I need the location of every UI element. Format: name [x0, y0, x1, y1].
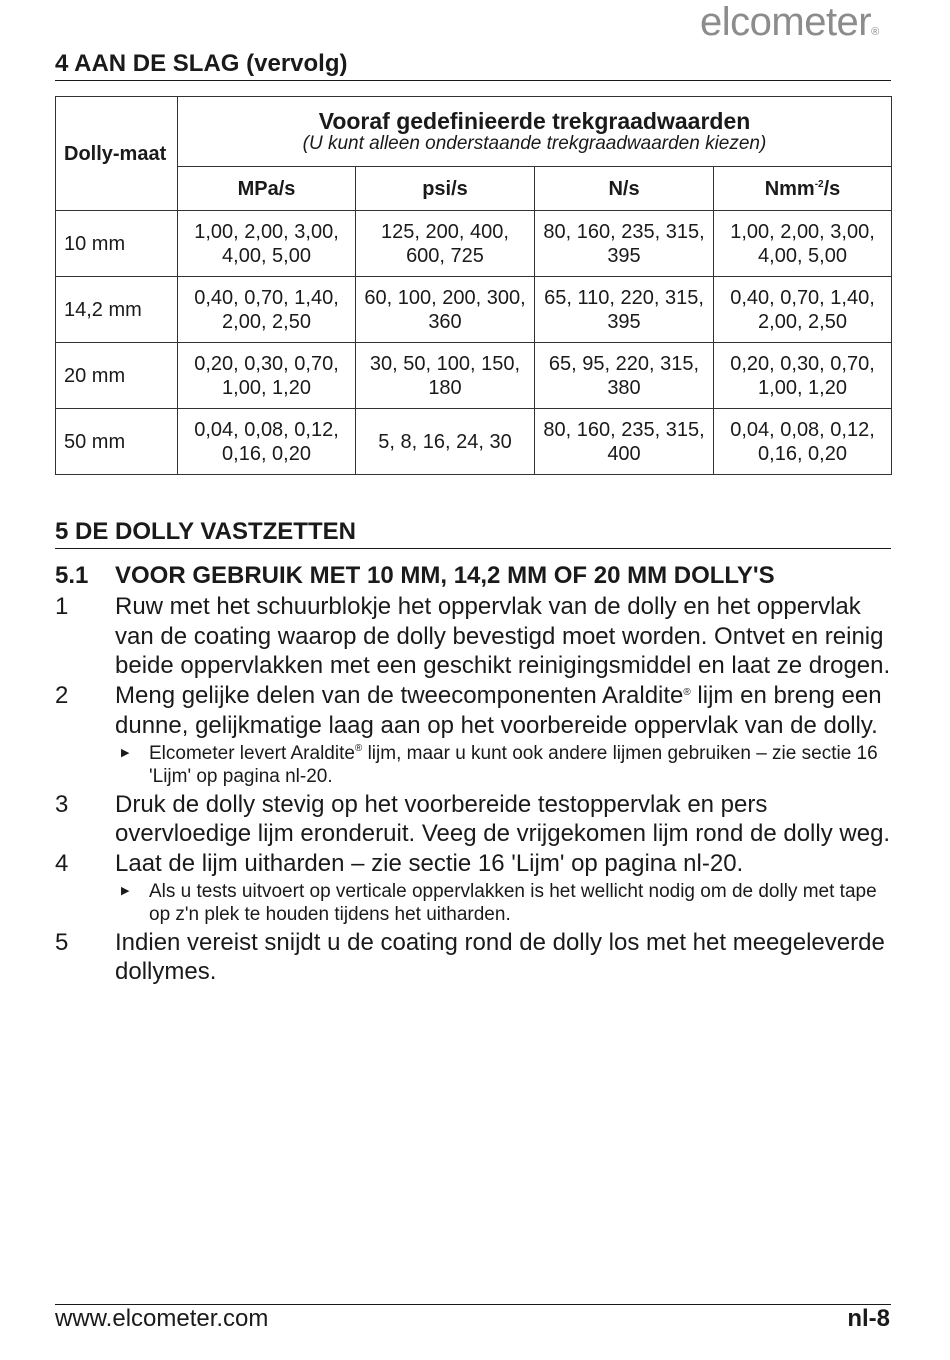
- value-cell: 65, 95, 220, 315, 380: [535, 343, 714, 409]
- rate-values-header: [178, 97, 892, 167]
- value-cell: 0,04, 0,08, 0,12, 0,16, 0,20: [714, 409, 892, 475]
- value-cell: 0,40, 0,70, 1,40, 2,00, 2,50: [178, 277, 356, 343]
- dolly-size-header: Dolly-maat: [56, 97, 178, 211]
- step-number: 3: [55, 790, 69, 818]
- table-row: [56, 343, 892, 409]
- list-item: [55, 681, 895, 740]
- list-item: [55, 790, 895, 849]
- rate-values-title: Vooraf gedefinieerde trekgraadwaarden: [318, 107, 751, 134]
- step-text: Meng gelijke delen van de tweecomponenten Araldite® lijm en breng een dunne, gelijkmatige laag aan op het voorbereide oppervlak van de dolly.: [115, 682, 882, 739]
- subsection-heading: [55, 562, 775, 590]
- triangle-right-icon: ▶: [121, 884, 130, 897]
- footer-url: www.elcometer.com: [55, 1305, 269, 1332]
- tensile-rate-table: [55, 96, 892, 475]
- step-text: Ruw met het schuurblokje het oppervlak van de dolly en het oppervlak van de coating waarop de dolly bevestigd moet worden. Ontvet en reinig beide oppervlakken met een geschikt reinigingsmiddel en laat ze drogen.: [115, 593, 891, 680]
- section-4-title: 4 AAN DE SLAG (vervolg): [55, 50, 891, 81]
- step-text: Indien vereist snijdt u de coating rond de dolly los met het meegeleverde dollymes.: [115, 928, 885, 986]
- value-cell: 0,20, 0,30, 0,70, 1,00, 1,20: [178, 343, 356, 409]
- page-number: nl-8: [847, 1305, 890, 1332]
- table-row: [56, 409, 892, 475]
- value-cell: 0,20, 0,30, 0,70, 1,00, 1,20: [714, 343, 892, 409]
- note-item: [121, 880, 895, 926]
- value-cell: 65, 110, 220, 315, 395: [535, 277, 714, 343]
- step-text: Druk de dolly stevig op het voorbereide testoppervlak en pers overvloedige lijm eronderuit. Veeg de vrijgekomen lijm rond de dolly weg.: [115, 790, 891, 848]
- note-text: Als u tests uitvoert op verticale oppervlakken is het wellicht nodig om de dolly met tape op z'n plek te houden tijdens het uitharden.: [149, 880, 877, 925]
- list-item: [55, 592, 895, 681]
- triangle-right-icon: ▶: [121, 746, 130, 759]
- note-text: Elcometer levert Araldite® lijm, maar u kunt ook andere lijmen gebruiken – zie sectie 16 'Lijm' op pagina nl-20.: [149, 742, 878, 787]
- value-cell: 0,40, 0,70, 1,40, 2,00, 2,50: [714, 277, 892, 343]
- list-item: [55, 849, 895, 879]
- dolly-size-cell: 20 mm: [56, 343, 178, 409]
- step-text: Laat de lijm uitharden – zie sectie 16 'Lijm' op pagina nl-20.: [115, 849, 744, 877]
- value-cell: 0,04, 0,08, 0,12, 0,16, 0,20: [178, 409, 356, 475]
- value-cell: 1,00, 2,00, 3,00, 4,00, 5,00: [178, 211, 356, 277]
- dolly-size-cell: 10 mm: [56, 211, 178, 277]
- list-item: [55, 928, 895, 987]
- elcometer-logo: elcometer®: [700, 0, 879, 44]
- value-cell: 125, 200, 400, 600, 725: [356, 211, 535, 277]
- value-cell: 5, 8, 16, 24, 30: [356, 409, 535, 475]
- unit-header: psi/s: [356, 167, 535, 211]
- units-row: [56, 167, 892, 211]
- steps-list: [55, 592, 895, 987]
- value-cell: 80, 160, 235, 315, 400: [535, 409, 714, 475]
- table-header-row: [56, 97, 892, 167]
- value-cell: 1,00, 2,00, 3,00, 4,00, 5,00: [714, 211, 892, 277]
- unit-header: N/s: [535, 167, 714, 211]
- table-row: [56, 211, 892, 277]
- subsection-number: 5.1: [55, 562, 89, 589]
- rate-values-subtitle: (U kunt alleen onderstaande trekgraadwaarden kiezen): [302, 132, 767, 154]
- value-cell: 60, 100, 200, 300, 360: [356, 277, 535, 343]
- note-item: [121, 742, 895, 788]
- step-number: 5: [55, 928, 69, 956]
- unit-header: Nmm$^{-2}$/s: [714, 167, 892, 211]
- subsection-title: VOOR GEBRUIK MET 10 MM, 14,2 MM OF 20 MM DOLLY'S: [115, 562, 775, 589]
- step-number: 4: [55, 849, 69, 877]
- step-number: 1: [55, 593, 69, 620]
- dolly-size-cell: 50 mm: [56, 409, 178, 475]
- unit-header: MPa/s: [178, 167, 356, 211]
- value-cell: 30, 50, 100, 150, 180: [356, 343, 535, 409]
- section-5-title: 5 DE DOLLY VASTZETTEN: [55, 518, 891, 549]
- table-row: [56, 277, 892, 343]
- value-cell: 80, 160, 235, 315, 395: [535, 211, 714, 277]
- step-number: 2: [55, 682, 69, 710]
- dolly-size-cell: 14,2 mm: [56, 277, 178, 343]
